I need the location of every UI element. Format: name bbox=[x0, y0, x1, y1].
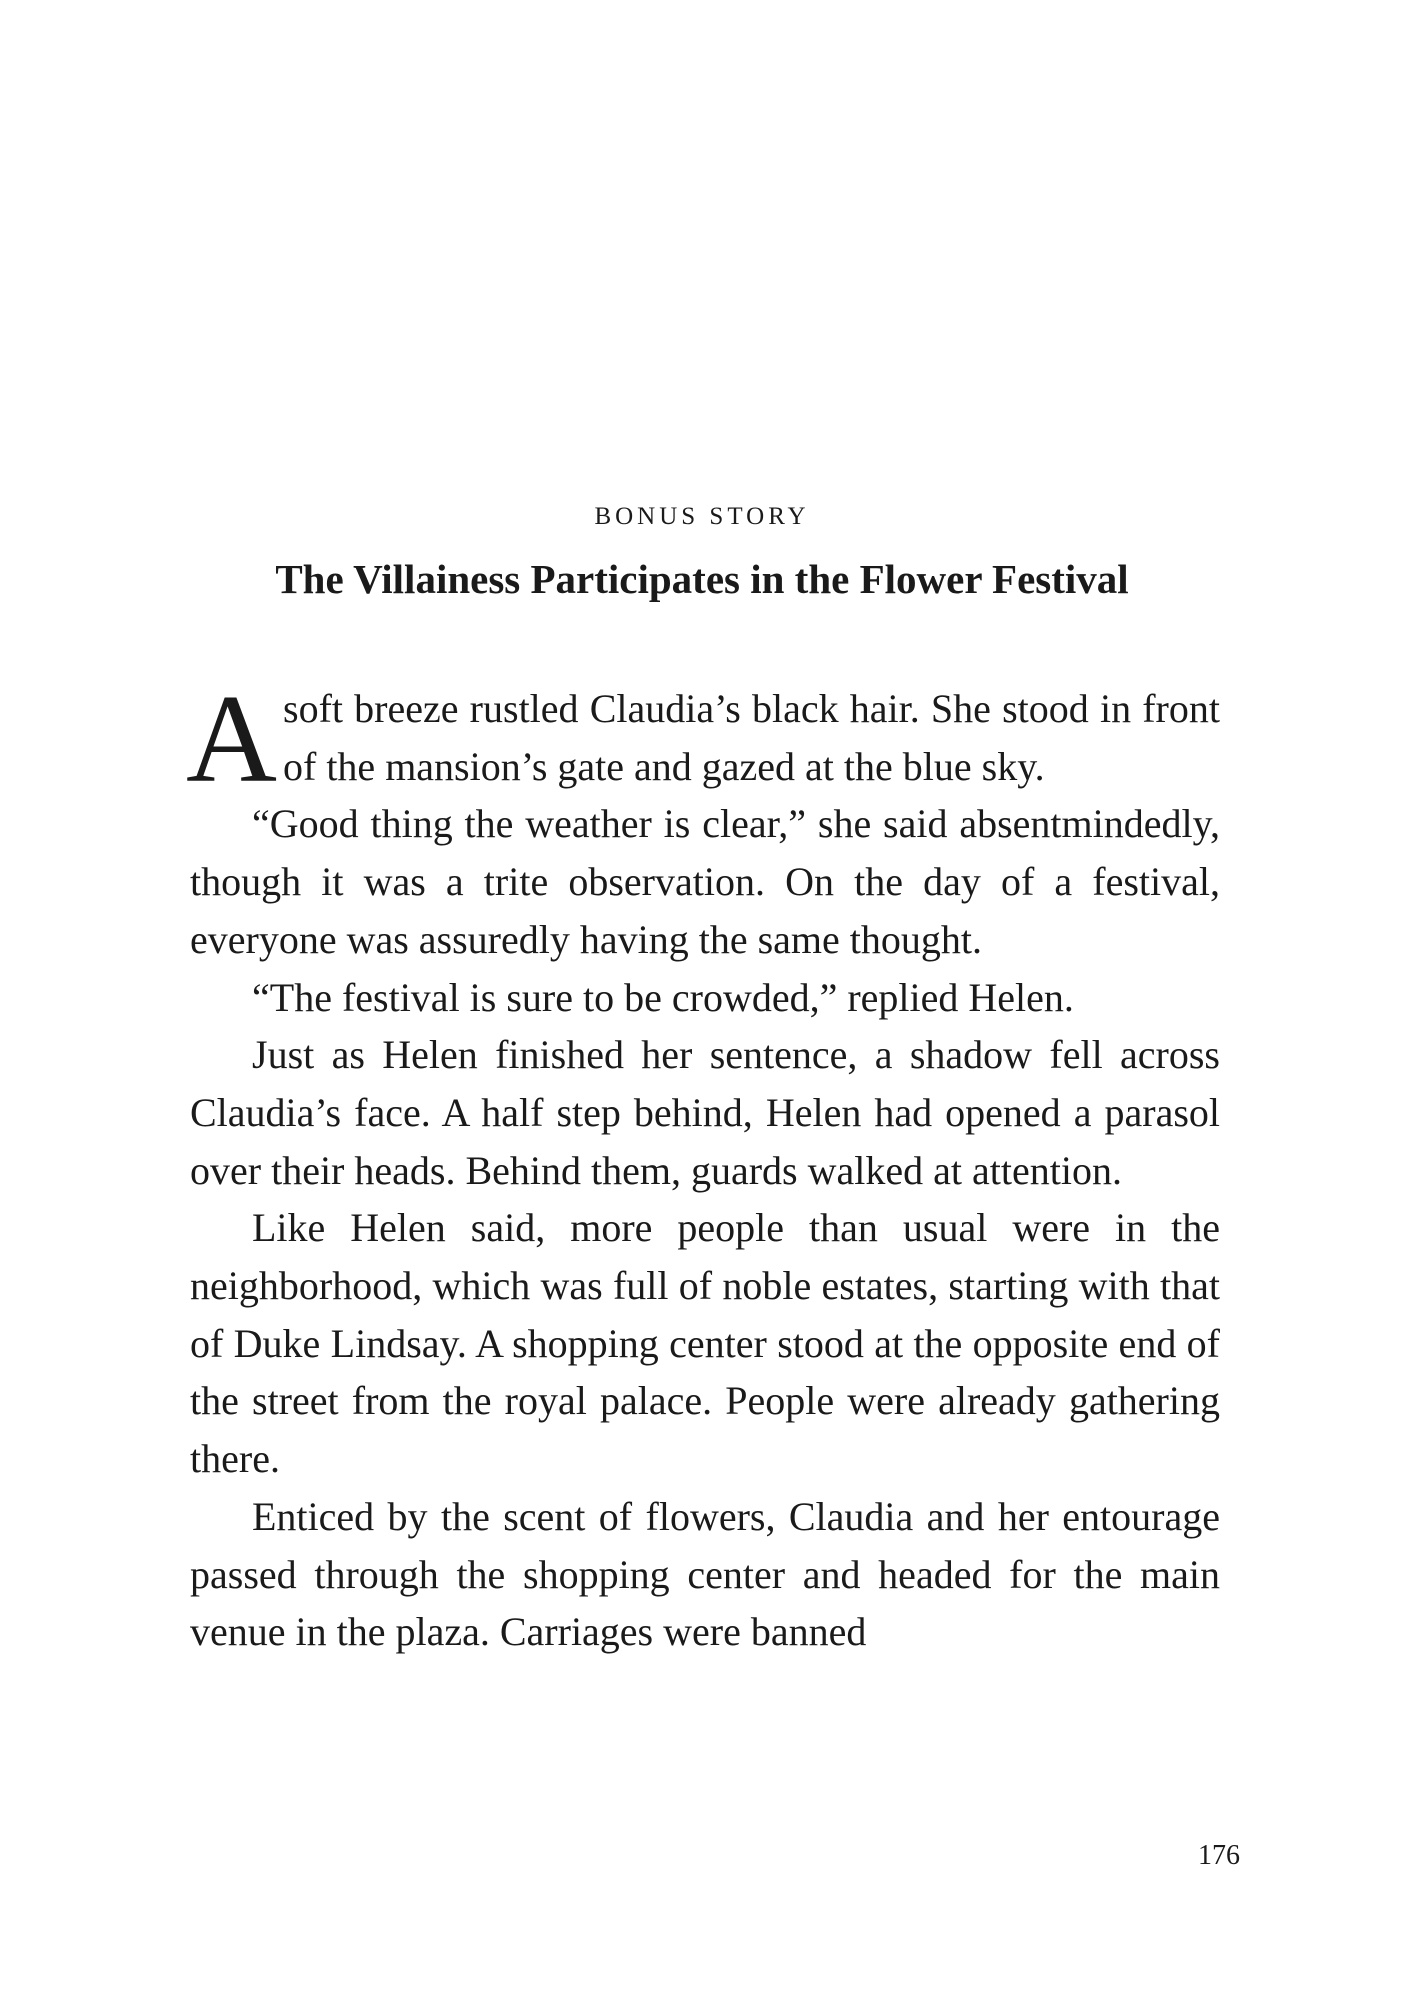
section-label: BONUS STORY bbox=[594, 503, 810, 530]
paragraph: “The festival is sure to be crowded,” replied Helen. bbox=[252, 974, 1074, 1020]
paragraph bbox=[186, 670, 1220, 809]
paragraph: “Good thing the weather is clear,” she said absentmindedly, though it was a trite observation. On the day of a festival, everyone was assuredly having the same thought. bbox=[190, 801, 1220, 962]
drop-cap: A bbox=[186, 670, 277, 809]
body-text bbox=[186, 670, 1220, 1661]
paragraph: Like Helen said, more people than usual were in the neighborhood, which was full of noble estates, starting with that of Duke Lindsay. A shopping center stood at the opposite end of the street from the royal palace. People were already gathering there. bbox=[190, 1205, 1220, 1482]
paragraph: Enticed by the scent of flowers, Claudia and her entourage passed through the shopping center and headed for the main venue in the plaza. Carriages were banned bbox=[190, 1493, 1220, 1655]
paragraph: Just as Helen finished her sentence, a shadow fell across Claudia’s face. A half step behind, Helen had opened a parasol over their heads. Behind them, guards walked at attention. bbox=[190, 1032, 1220, 1193]
paragraph-text: soft breeze rustled Claudia’s black hair. She stood in front of the mansion’s gate and gazed at the blue sky. bbox=[283, 686, 1220, 789]
chapter-title: The Villainess Participates in the Flower Festival bbox=[275, 556, 1129, 602]
page-number: 176 bbox=[1198, 1840, 1240, 1871]
